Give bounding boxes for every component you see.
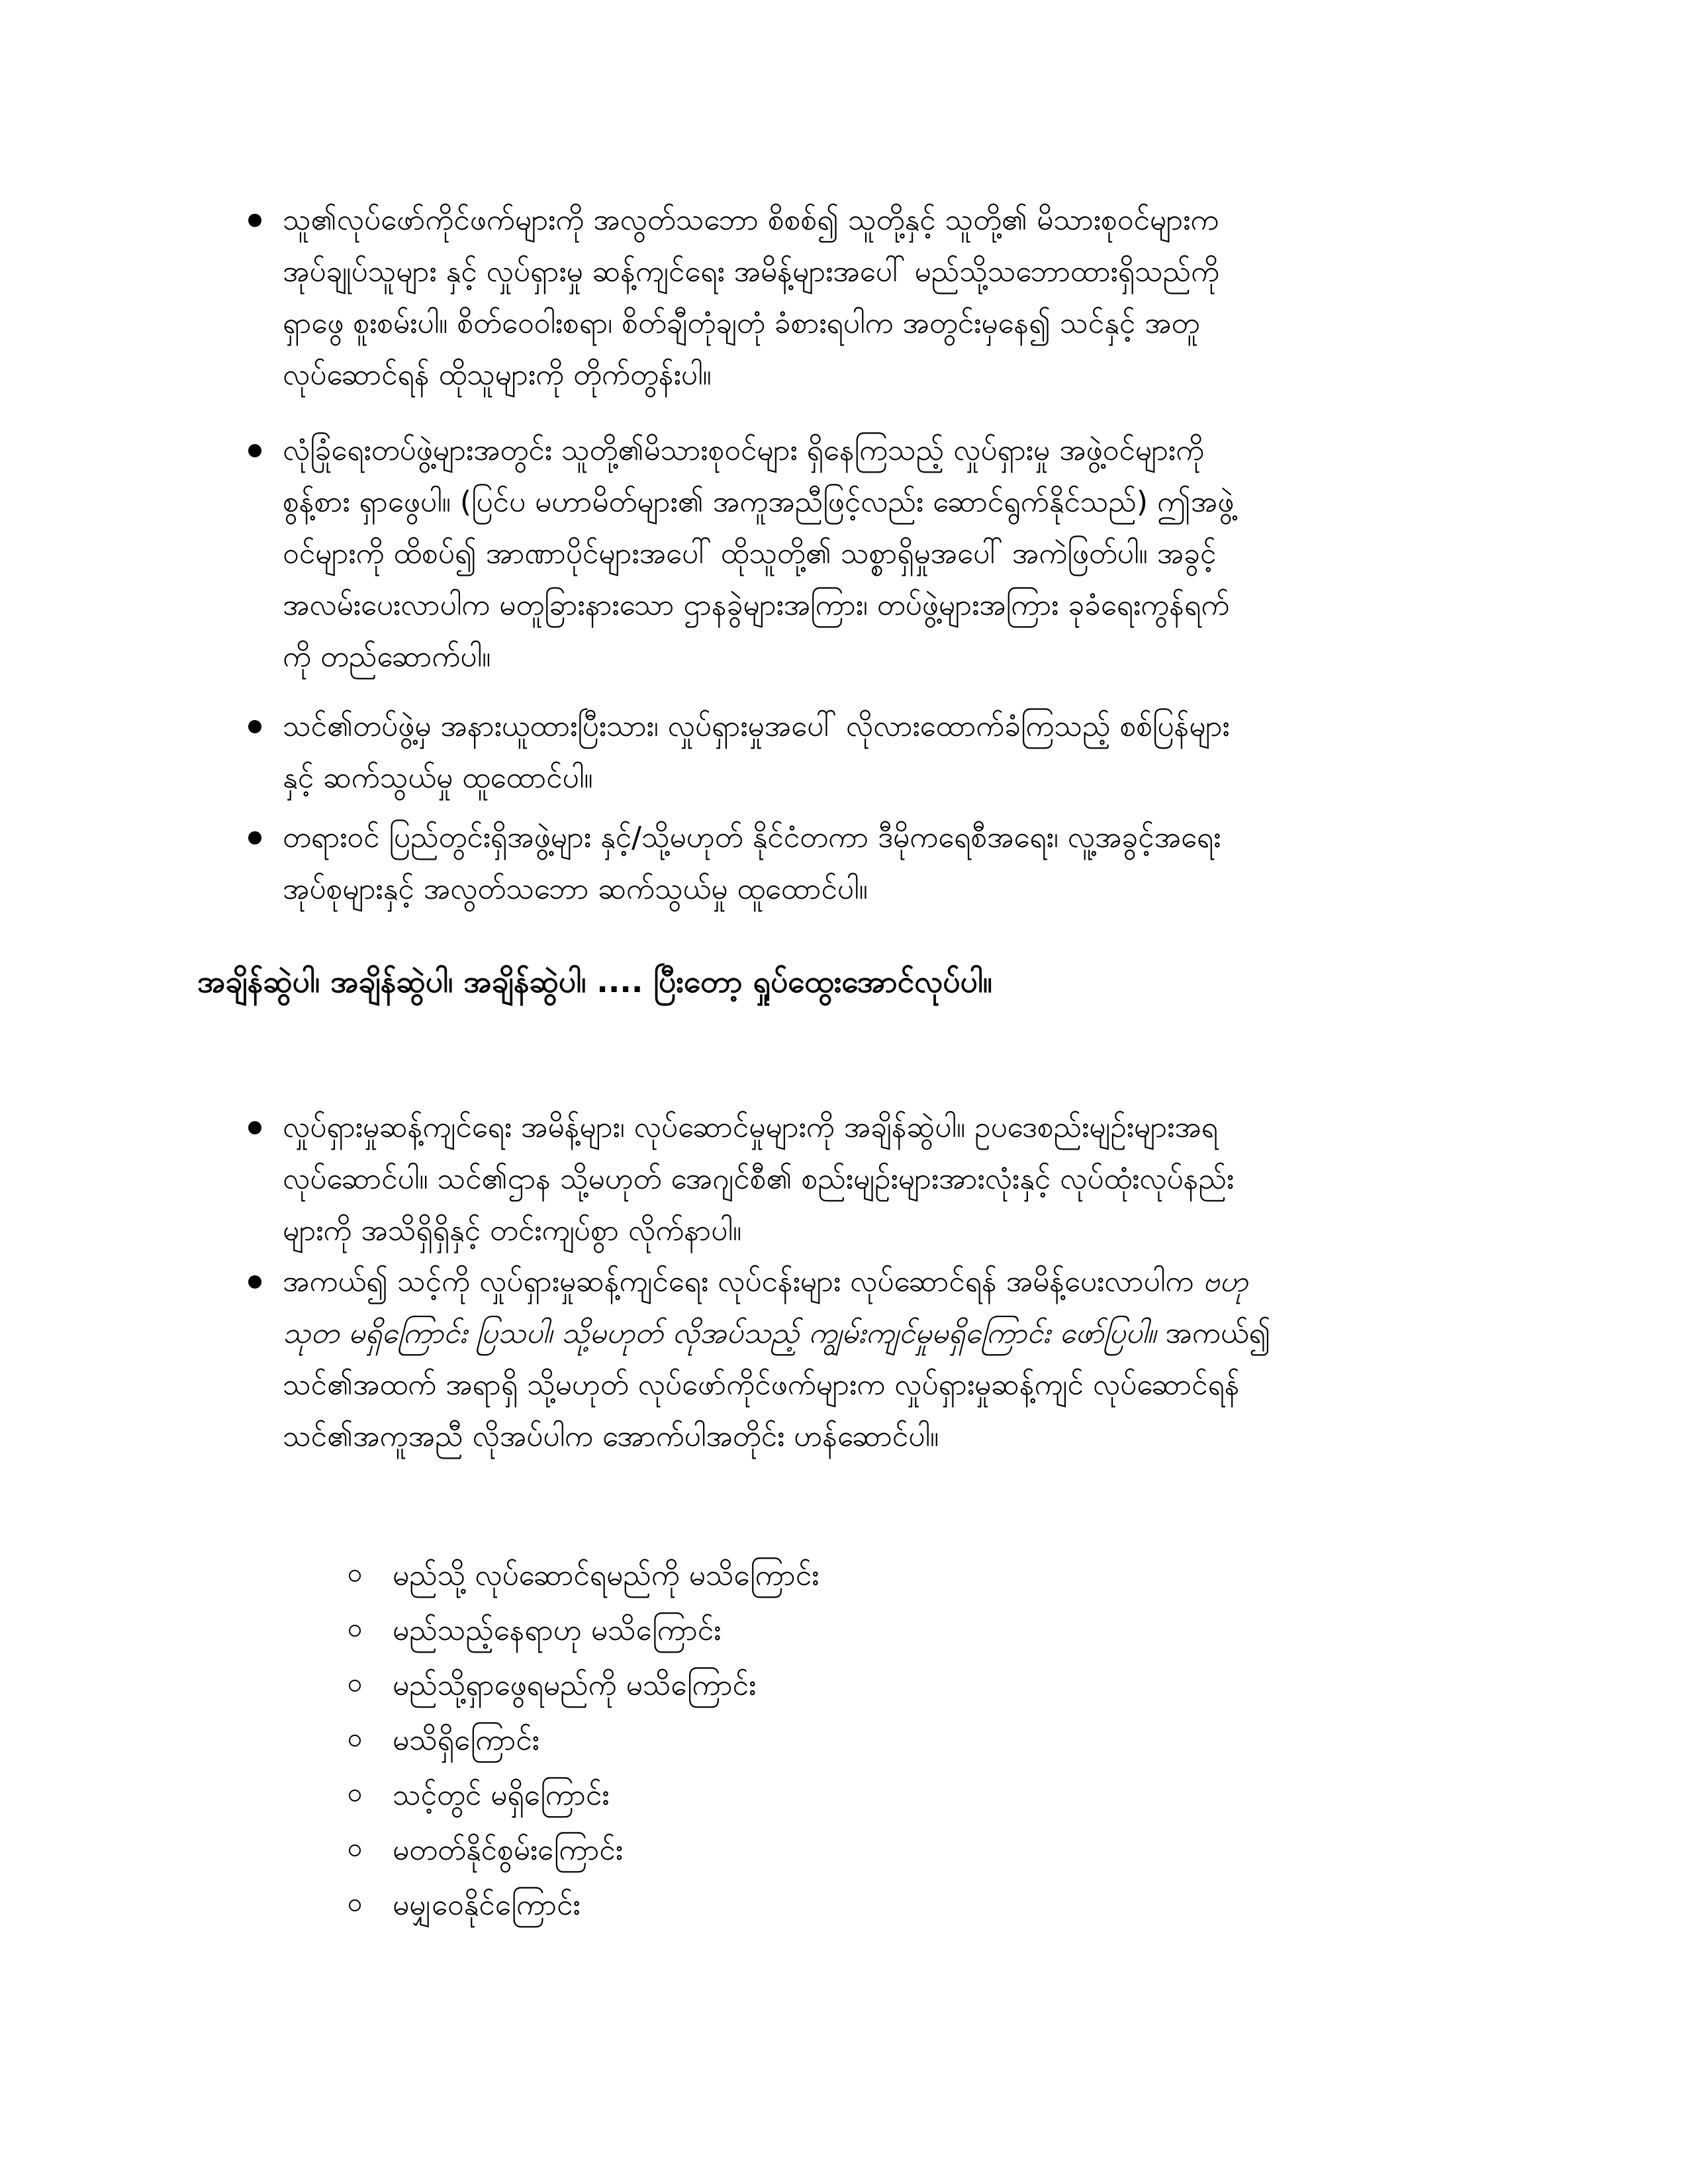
sub-list-item-text: မတတ်နိုင်စွမ်းကြောင်း [393,1833,623,1867]
list-item-line: လုပ်ဆောင်ရန် ထိုသူများကို တိုက်တွန်းပါ။ [283,358,712,392]
list-item-line: လှုပ်ရှားမှုဆန့်ကျင်ရေး အမိန့်များ၊ လုပ်ဆောင်မှုများကို အချိန်ဆွဲပါ။ ဥပဒေစည်းမျဉ်းများအရ [283,1111,1218,1144]
sub-list-item-text: သင့်တွင် မရှိကြောင်း [393,1778,610,1812]
list-item-line: ကို တည်ဆောက်ပါ။ [283,640,491,674]
italic-text: ဗဟု [1203,1265,1248,1298]
hollow-bullet-icon [349,1570,361,1582]
sub-list-item-text: မည်သည့်နေရာဟု မသိကြောင်း [393,1614,722,1647]
list-item-line: အုပ်ချုပ်သူများ နှင့် လှုပ်ရှားမှု ဆန့်ကျင်ရေး အမိန့်များအပေါ် မည်သို့သဘောထားရှိသည်ကို [283,255,1220,289]
bullet-icon [248,1275,261,1289]
list-item-line: အလမ်းပေးလာပါက မတူခြားနားသော ဌာနခွဲများအကြား၊ တပ်ဖွဲ့များအကြား ခုခံရေးကွန်ရက် [283,588,1230,622]
hollow-bullet-icon [349,1790,361,1801]
list-item-line: သင်၏အကူအညီ လိုအပ်ပါက အောက်ပါအတိုင်း ဟန်ဆောင်ပါ။ [283,1420,939,1453]
sub-list-item-text: မမျှဝေနိုင်ကြောင်း [393,1888,581,1922]
bullet-icon [248,444,261,457]
sub-list-item-text: မသိရှိကြောင်း [393,1723,539,1757]
list-item-line: သူ၏လုပ်ဖော်ကိုင်ဖက်များကို အလွတ်သဘော စိစစ်၍ သူတို့နှင့် သူတို့၏ မိသားစုဝင်များက [283,203,1219,237]
list-item-line: နှင့် ဆက်သွယ်မှု ထူထောင်ပါ။ [283,761,593,795]
list-item-line: လုပ်ဆောင်ပါ။ သင်၏ဌာန သို့မဟုတ် အေဂျင်စီ၏ စည်းမျဉ်းများအားလုံးနှင့် လုပ်ထုံးလုပ်နည်း [283,1162,1235,1196]
list-item-line: အုပ်စုများနှင့် အလွတ်သဘော ဆက်သွယ်မှု ထူထောင်ပါ။ [283,872,868,906]
sub-list-item-text: မည်သို့ရှာဖွေရမည်ကို မသိကြောင်း [393,1668,757,1702]
bullet-icon [248,1121,261,1134]
hollow-bullet-icon [349,1625,361,1637]
hollow-bullet-icon [349,1844,361,1856]
list-item-line: သင်၏အထက် အရာရှိ သို့မဟုတ် လုပ်ဖော်ကိုင်ဖက်များက လှုပ်ရှားမှုဆန့်ကျင် လုပ်ဆောင်ရန် [283,1368,1240,1402]
list-item-line: များကို အသိရှိရှိနှင့် တင်းကျပ်စွာ လိုက်နာပါ။ [283,1214,742,1248]
italic-text: သုတ မရှိကြောင်း ပြသပါ၊ သို့မဟုတ် လိုအပ်သည့် ကျွမ်းကျင်မှုမရှိကြောင်း ဖော်ပြပါ။ [283,1316,1156,1350]
list-item-line: လုံခြုံရေးတပ်ဖွဲ့များအတွင်း သူတို့၏မိသားစုဝင်များ ရှိနေကြသည့် လှုပ်ရှားမှု အဖွဲ့ဝင်များကို [283,433,1205,467]
list-item-line: ဝင်များကို ထိစပ်၍ အာဏာပိုင်များအပေါ် ထိုသူတို့၏ သစ္စာရှိမှုအပေါ် အကဲဖြတ်ပါ။ အခွင့် [283,537,1217,570]
bullet-icon [248,214,261,227]
bullet-icon [248,720,261,733]
list-item-line: သင်၏တပ်ဖွဲ့မှ အနားယူထားပြီးသား၊ လှုပ်ရှားမှုအပေါ် လိုလားထောက်ခံကြသည့် စစ်ပြန်များ [283,709,1230,743]
section-heading: အချိန်ဆွဲပါ၊ အချိန်ဆွဲပါ၊ အချိန်ဆွဲပါ၊ .... ပြီးတော့ ရှုပ်ထွေးအောင်လုပ်ပါ။ [197,964,992,999]
list-item-line: တရားဝင် ပြည်တွင်းရှိအဖွဲ့များ နှင့်/သို့မဟုတ် နိုင်ငံတကာ ဒီမိုကရေစီအရေး၊ လူ့အခွင့်အရေး [283,821,1221,854]
sub-list-item-text: မည်သို့ လုပ်ဆောင်ရမည်ကို မသိကြောင်း [393,1559,820,1592]
hollow-bullet-icon [349,1680,361,1692]
hollow-bullet-icon [349,1735,361,1747]
bullet-icon [248,831,261,844]
list-item-line: စွန့်စား ရှာဖွေပါ။ (ပြင်ပ မဟာမိတ်များ၏ အကူအညီဖြင့်လည်း ဆောင်ရွက်နိုင်သည်) ဤအဖွဲ့ [283,485,1235,519]
hollow-bullet-icon [349,1899,361,1911]
plain-text: အကယ်၍ သင့်ကို လှုပ်ရှားမှုဆန့်ကျင်ရေး လုပ်ငန်းများ လုပ်ဆောင်ရန် အမိန့်ပေးလာပါက [283,1265,1203,1298]
plain-text: အကယ်၍ [1156,1316,1271,1350]
list-item-line: ရှာဖွေ စူးစမ်းပါ။ စိတ်ဝေဝါးစရာ၊ စိတ်ချီတုံချတုံ ခံစားရပါက အတွင်းမှနေ၍ သင်နှင့် အတူ [283,306,1200,340]
list-item-line [283,1256,1248,1308]
list-item-line [283,1308,1270,1359]
